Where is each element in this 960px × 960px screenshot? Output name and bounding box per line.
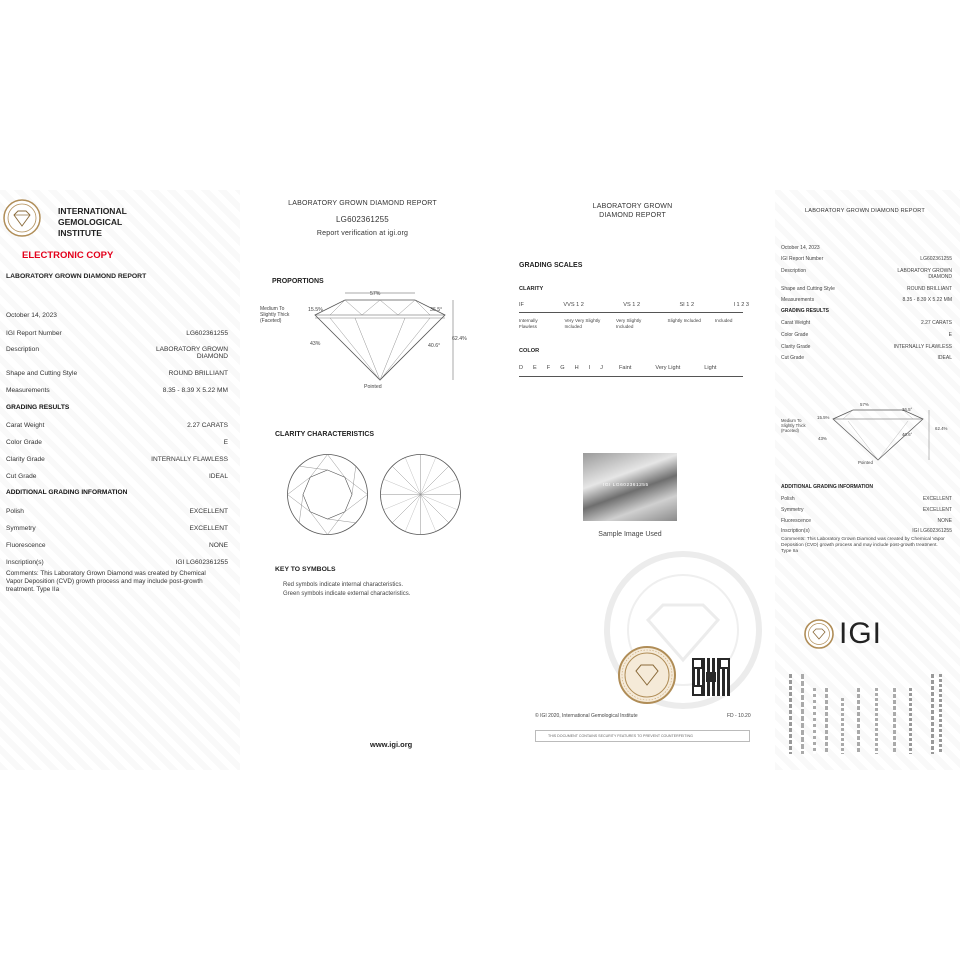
key-to-symbols-title: KEY TO SYMBOLS (275, 566, 336, 573)
proportions-title: PROPORTIONS (272, 278, 324, 285)
additional-row (781, 496, 952, 502)
clarity-grade: SI 1 2 (679, 302, 695, 308)
detail-value: LABORATORY GROWN DIAMOND (897, 268, 952, 280)
comments-text: Comments: This Laboratory Grown Diamond was created by Chemical Vapor Deposition (CVD) growth process and may include post-growth treatment. Type IIa (6, 570, 206, 593)
additional-label: Inscription(s) (781, 528, 810, 534)
image-inscription: IGI LG602361255 (603, 483, 649, 488)
color-grade: J (600, 365, 603, 371)
gold-seal-icon (617, 645, 677, 705)
grading-row (6, 422, 228, 429)
color-scale-line (519, 376, 743, 377)
proportions-diagram (823, 404, 933, 466)
sample-inscription-image (583, 453, 677, 521)
pocket-card-panel (775, 190, 960, 770)
org-name-line: INSTITUTE (58, 228, 102, 238)
grading-scales-title: GRADING SCALES (519, 262, 583, 269)
detail-label: Measurements (6, 387, 50, 394)
grading-row (781, 355, 952, 361)
rotated-fine-print (781, 668, 951, 758)
clarity-grade: I 1 2 3 (733, 302, 749, 308)
color-grade: Very Light (655, 365, 681, 371)
detail-label: Measurements (781, 297, 815, 303)
copyright-text: © IGI 2020, International Gemological Institute (535, 713, 638, 719)
igi-seal-icon (803, 618, 835, 650)
clarity-characteristics-title: CLARITY CHARACTERISTICS (275, 431, 375, 438)
proportions-diagram (300, 290, 460, 390)
grading-row (6, 456, 228, 463)
website-link[interactable]: www.igi.org (370, 740, 413, 749)
report-title: LABORATORY GROWN DIAMOND REPORT (6, 273, 147, 280)
crown-angle: 36.5° (902, 407, 913, 412)
detail-row (6, 387, 228, 394)
sample-caption: Sample Image Used (598, 531, 662, 538)
color-grade: F (546, 365, 551, 371)
grading-label: Cut Grade (6, 473, 37, 480)
additional-row (6, 525, 228, 532)
crown-pct: 15.5% (817, 415, 830, 420)
additional-label: Polish (781, 496, 795, 502)
grading-value: E (948, 332, 952, 338)
proportions-panel (250, 190, 475, 770)
table-pct: 57% (370, 291, 381, 297)
detail-row (6, 330, 228, 337)
key-line: Red symbols indicate internal characteristics. (283, 582, 404, 588)
additional-label: Symmetry (781, 507, 804, 513)
grading-label: Color Grade (781, 332, 809, 338)
clarity-desc: Included (715, 318, 733, 323)
detail-label: Description (6, 346, 39, 353)
additional-value: EXCELLENT (189, 525, 228, 532)
report-title: LABORATORY GROWN DIAMOND REPORT (288, 200, 437, 207)
grading-label: Carat Weight (6, 422, 45, 429)
depth-pct: 62.4% (452, 336, 467, 342)
additional-row (781, 528, 952, 534)
detail-value: LG602361255 (186, 330, 228, 337)
clarity-descriptions (519, 318, 749, 329)
detail-value: ROUND BRILLIANT (168, 370, 228, 377)
detail-value: LABORATORY GROWN DIAMOND (155, 346, 228, 360)
title-line: LABORATORY GROWN (592, 203, 673, 210)
detail-value: LG602361255 (920, 256, 952, 262)
grading-value: 2.27 CARATS (187, 422, 228, 429)
detail-row (781, 286, 952, 292)
crown-plot-diagram (285, 452, 370, 537)
depth-pct: 62.4% (935, 426, 948, 431)
title-line: DIAMOND REPORT (599, 212, 666, 219)
color-scale-label: COLOR (519, 348, 540, 354)
additional-value: IGI LG602361255 (175, 559, 228, 566)
org-name-line: INTERNATIONAL (58, 206, 127, 216)
detail-label: Description (781, 268, 807, 274)
crown-pct: 15.5% (308, 307, 323, 313)
grading-value: INTERNALLY FLAWLESS (151, 456, 228, 463)
grading-label: Carat Weight (781, 320, 811, 326)
additional-info-title: ADDITIONAL GRADING INFORMATION (781, 484, 874, 490)
additional-value: NONE (937, 518, 952, 524)
security-footer (535, 730, 750, 742)
pavilion-plot-diagram (378, 452, 463, 537)
color-grade: H (574, 365, 579, 371)
clarity-scale-label: CLARITY (519, 286, 544, 292)
crown-angle: 36.5° (430, 307, 443, 313)
additional-value: EXCELLENT (189, 508, 228, 515)
clarity-scale (519, 302, 749, 308)
grading-results-title: GRADING RESULTS (781, 308, 829, 314)
color-grade: G (560, 365, 565, 371)
clarity-desc: Internally Flawless (519, 318, 538, 329)
color-grade: E (533, 365, 537, 371)
color-grade: I (588, 365, 591, 371)
additional-row (6, 542, 228, 549)
form-code: FD - 10.20 (727, 713, 751, 719)
verification-note: Report verification at igi.org (316, 230, 409, 237)
grading-scales-panel (505, 190, 760, 770)
additional-label: Symmetry (6, 525, 36, 532)
comments-text: Comments: This Laboratory Grown Diamond was created by Chemical Vapor Deposition (CVD) growth process and may include post-growth treatment. Type IIa (781, 537, 945, 554)
clarity-grade: IF (519, 302, 524, 308)
pavilion-angle: 40.6° (902, 432, 913, 437)
detail-row (781, 256, 952, 262)
grading-results-title: GRADING RESULTS (6, 404, 70, 411)
additional-value: IGI LG602361255 (912, 528, 952, 534)
additional-label: Fluorescence (6, 542, 46, 549)
grading-row (781, 320, 952, 326)
qr-code[interactable] (692, 658, 730, 696)
additional-value: EXCELLENT (922, 507, 952, 513)
detail-label: IGI Report Number (6, 330, 62, 337)
pavilion-pct: 43% (818, 436, 827, 441)
grading-label: Cut Grade (781, 355, 805, 361)
clarity-grade: VVS 1 2 (563, 302, 584, 308)
additional-row (781, 507, 952, 513)
igi-seal-icon (2, 198, 42, 238)
additional-label: Inscription(s) (6, 559, 44, 566)
grading-value: 2.27 CARATS (920, 320, 952, 326)
color-grade: D (519, 365, 524, 371)
color-scale (519, 365, 744, 371)
detail-row (781, 297, 952, 303)
report-number: LG602361255 (336, 215, 389, 224)
additional-info-title: ADDITIONAL GRADING INFORMATION (6, 489, 128, 496)
grading-label: Clarity Grade (6, 456, 45, 463)
detail-row (6, 370, 228, 377)
clarity-desc: Slightly Included (667, 318, 701, 323)
additional-label: Fluorescence (781, 518, 812, 524)
additional-row (6, 559, 228, 566)
clarity-desc: Very Slightly Included (616, 318, 642, 329)
detail-value: 8.35 - 8.39 X 5.22 MM (902, 297, 952, 303)
additional-value: EXCELLENT (922, 496, 952, 502)
detail-label: Shape and Cutting Style (6, 370, 78, 377)
clarity-scale-line (519, 312, 743, 313)
color-grade: Faint (618, 365, 632, 371)
pavilion-angle: 40.6° (428, 343, 441, 349)
clarity-desc: Very Very Slightly Included (564, 318, 601, 329)
electronic-copy-label: ELECTRONIC COPY (22, 250, 114, 261)
girdle-label: Medium To Slightly Thick (Faceted) (260, 306, 290, 324)
detail-row (6, 346, 228, 360)
girdle-label: Medium To Slightly Thick (Faceted) (781, 418, 806, 433)
key-to-symbols-text (283, 581, 410, 599)
culet-label: Pointed (858, 460, 873, 465)
org-name (58, 206, 127, 239)
grading-row (781, 344, 952, 350)
grading-label: Clarity Grade (781, 344, 811, 350)
report-title (545, 202, 720, 220)
additional-row (781, 518, 952, 524)
clarity-grade: VS 1 2 (623, 302, 641, 308)
security-footer-text: THIS DOCUMENT CONTAINS SECURITY FEATURES TO PREVENT COUNTERFEITING (548, 734, 693, 738)
grading-value: E (223, 439, 228, 446)
report-title: LABORATORY GROWN DIAMOND REPORT (804, 208, 926, 214)
table-pct: 57% (860, 402, 869, 407)
pavilion-pct: 43% (310, 341, 321, 347)
additional-value: NONE (208, 542, 228, 549)
report-summary-panel (0, 190, 240, 770)
detail-value: ROUND BRILLIANT (906, 286, 952, 292)
detail-label: IGI Report Number (781, 256, 824, 262)
key-line: Green symbols indicate external characteristics. (283, 591, 411, 597)
grading-row (781, 332, 952, 338)
grading-value: INTERNALLY FLAWLESS (893, 344, 952, 350)
color-grade: Light (704, 365, 717, 371)
grading-row (6, 439, 228, 446)
additional-label: Polish (6, 508, 24, 515)
detail-label: Shape and Cutting Style (781, 286, 835, 292)
grading-value: IDEAL (937, 355, 952, 361)
detail-value: 8.35 - 8.39 X 5.22 MM (162, 387, 228, 394)
additional-row (6, 508, 228, 515)
report-date: October 14, 2023 (781, 245, 820, 251)
grading-value: IDEAL (208, 473, 228, 480)
org-name-line: GEMOLOGICAL (58, 217, 123, 227)
culet-label: Pointed (364, 384, 382, 390)
report-date: October 14, 2023 (6, 312, 57, 319)
grading-row (6, 473, 228, 480)
detail-row (781, 268, 952, 280)
igi-brand: IGI (839, 617, 883, 650)
grading-label: Color Grade (6, 439, 42, 446)
